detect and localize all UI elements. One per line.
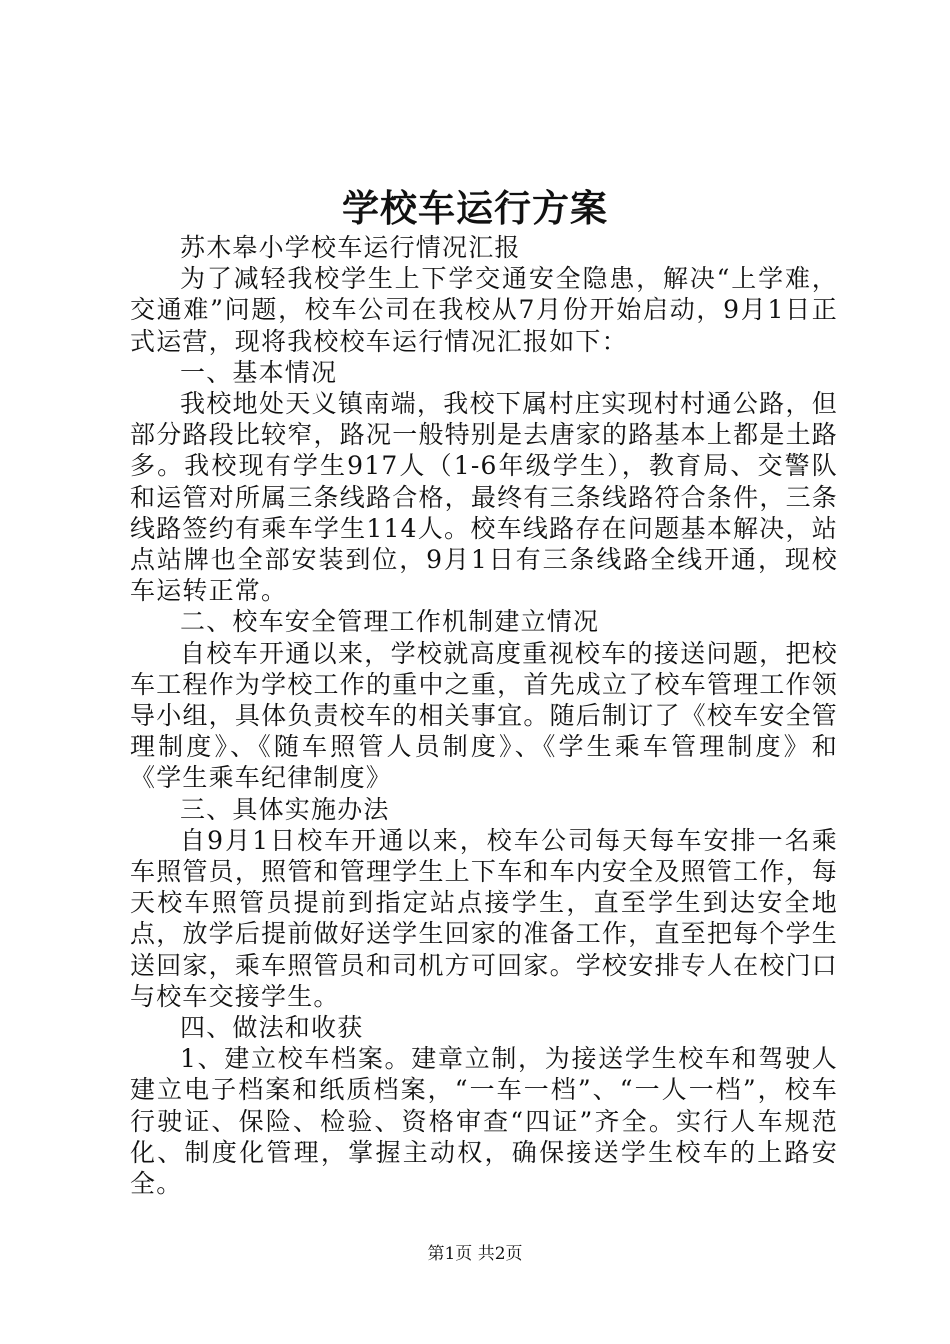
document-body <box>130 232 838 1199</box>
section-heading-practices: 四、做法和收获 <box>180 1013 364 1043</box>
page-number-footer: 第1页 共2页 <box>427 1244 523 1264</box>
section-heading-implementation: 三、具体实施办法 <box>180 794 390 824</box>
section-text-implementation: 自9月1日校车开通以来，校车公司每天每车安排一名乘车照管员，照管和管理学生上下车和车内安全及照管工作，每天校车照管员提前到指定站点接学生，直至学生到达安全地点，放学后提前做好送学生回家的准备工作，直至把每个学生送回家，乘车照管员和司机方可回家。学校安排专人在校门口与校车交接学生。 <box>130 825 838 1011</box>
section-text-practices: 1、建立校车档案。建章立制，为接送学生校车和驾驶人建立电子档案和纸质档案，“一车一档”、“一人一档”，校车行驶证、保险、检验、资格审查“四证”齐全。实行人车规范化、制度化管理，掌握主动权，确保接送学生校车的上路安全。 <box>130 1044 838 1199</box>
section-text-basic-info: 我校地处天义镇南端，我校下属村庄实现村村通公路，但部分路段比较窄，路况一般特别是去唐家的路基本上都是土路多。我校现有学生917人（1-6年级学生），教育局、交警队和运管对所属三条线路合格，最终有三条线路符合条件，三条线路签约有乘车学生114人。校车线路存在问题基本解决，站点站牌也全部安装到位，9月1日有三条线路全线开通，现校车运转正常。 <box>130 389 838 606</box>
section-heading-basic-info: 一、基本情况 <box>180 357 338 387</box>
report-subtitle: 苏木皋小学校车运行情况汇报 <box>180 233 521 262</box>
intro-paragraph: 为了减轻我校学生上下学交通安全隐患，解决“上学难，交通难”问题，校车公司在我校从7月份开始启动，9月1日正式运营，现将我校校车运行情况汇报如下： <box>130 264 838 356</box>
document-title: 学校车运行方案 <box>342 186 608 230</box>
section-text-safety-mechanism: 自校车开通以来，学校就高度重视校车的接送问题，把校车工程作为学校工作的重中之重，首先成立了校车管理工作领导小组，具体负责校车的相关事宜。随后制订了《校车安全管理制度》、《随车照管人员制度》、《学生乘车管理制度》和《学生乘车纪律制度》 <box>130 638 838 793</box>
section-heading-safety-mechanism: 二、校车安全管理工作机制建立情况 <box>180 607 600 637</box>
